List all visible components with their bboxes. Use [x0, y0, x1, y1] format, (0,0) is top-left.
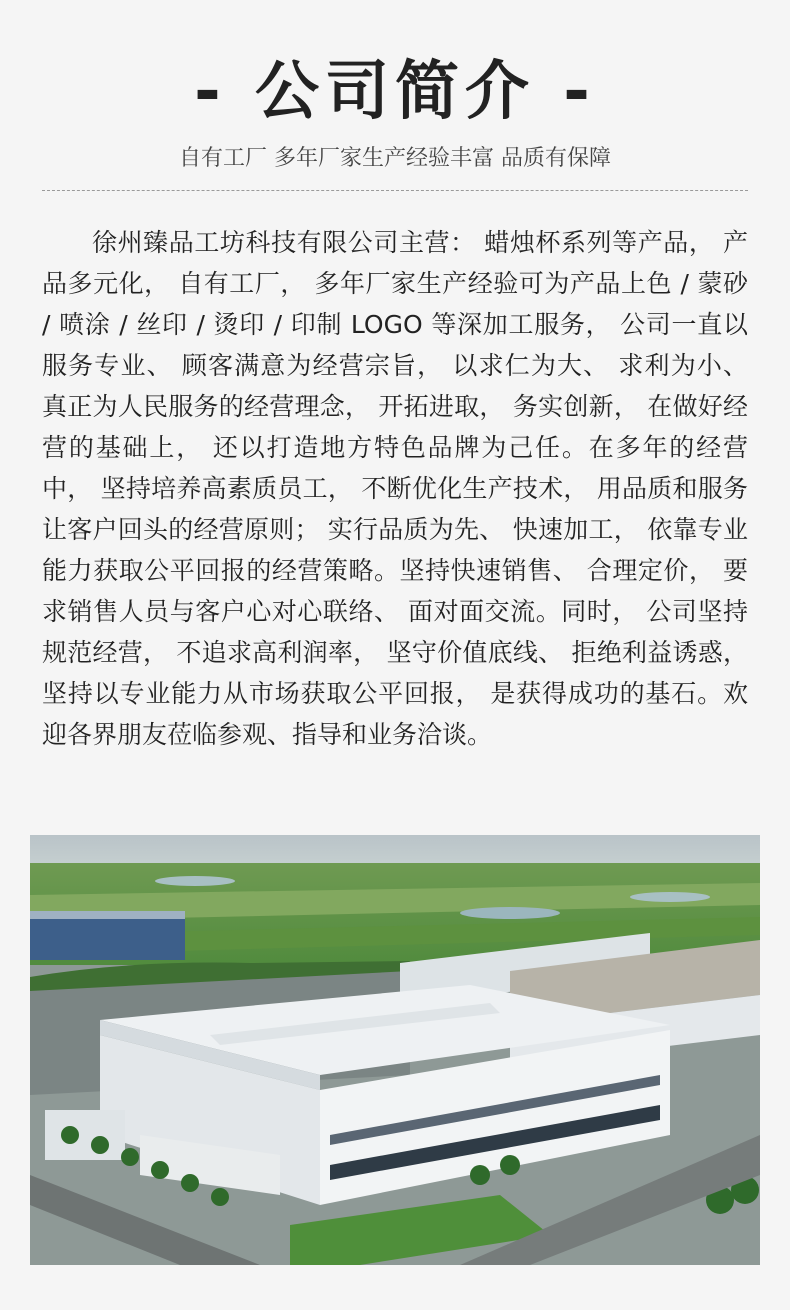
page-subtitle: 自有工厂 多年厂家生产经验丰富 品质有保障 [179, 146, 611, 171]
company-intro-text: 徐州臻品工坊科技有限公司主营： 蜡烛杯系列等产品， 产品多元化， 自有工厂， 多年厂家生产经验可为产品上色 / 蒙砂 / 喷涂 / 丝印 / 烫印 / 印制 LOGO 等深加工服务， 公司一直以服务专业、 顾客满意为经营宗旨， 以求仁为大、 求利为小、 真正为人民服务的经营理念， 开拓进取， 务实创新， 在做好经营的基础上， 还以打造地方特色品牌为己任。在多年的经营中， 坚持培养高素质员工， 不断优化生产技术， 用品质和服务让客户回头的经营原则； 实行品质为先、 快速加工， 依靠专业能力获取公平回报的经营策略。坚持快速销售、 合理定价， 要求销售人员与客户心对心联络、 面对面交流。同时， 公司坚持规范经营， 不追求高利润率， 坚守价值底线、 拒绝利益诱惑， 坚持以专业能力从市场获取公平回报， 是获得成功的基石。欢迎各界朋友莅临参观、指导和业务洽谈。 [42, 228, 748, 749]
dashed-divider [42, 190, 748, 191]
factory-aerial-photo [30, 835, 760, 1265]
page-title: - 公司简介 - [194, 55, 596, 129]
